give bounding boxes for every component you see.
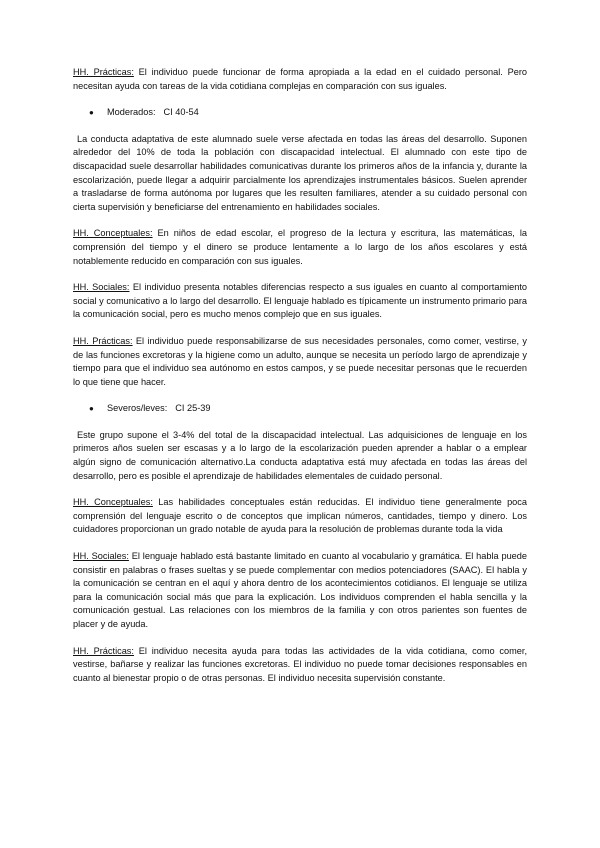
bullet-severos (73, 402, 527, 416)
heading-sociales: HH. Sociales: (73, 551, 129, 562)
heading-practicas: HH. Prácticas: (73, 645, 134, 656)
paragraph-text: El individuo necesita ayuda para todas las actividades de la vida cotidiana, como comer, vestirse, bañarse y realizar las funciones excretoras. El individuo no puede tomar decisiones responsables en cuanto al bienestar propio o de otras personas. El individuo necesita supervisión constante. (73, 645, 527, 683)
bullet-icon: ● (89, 108, 94, 118)
paragraph-sociales-1 (73, 281, 527, 322)
paragraph-text: La conducta adaptativa de este alumnado suele verse afectada en todas las áreas del desarrollo. Suponen alrededor del 10% de toda la población con discapacidad intelectual. El alumnado con este tipo de discapacidad suele desarrollar habilidades comunicativas durante los primeros años de la infancia y, durante la escolarización, puede llegar a adquirir parcialmente los aprendizajes instrumentales básicos. Suelen aprender a trasladarse de forma autónoma por lugares que les resulten familiares, atender a su cuidado personal con cierta supervisión y beneficiarse del entrenamiento en habilidades sociales. (73, 133, 527, 212)
bullet-moderados (73, 106, 527, 120)
paragraph-conceptuales-1 (73, 227, 527, 268)
heading-sociales: HH. Sociales: (73, 282, 130, 293)
heading-practicas: HH. Prácticas: (73, 335, 133, 346)
bullet-label: Severos/leves: (107, 403, 168, 414)
paragraph-sociales-2 (73, 550, 527, 632)
paragraph-severos-intro (73, 429, 527, 483)
paragraph-practicas-2 (73, 335, 527, 389)
paragraph-text: El lenguaje hablado está bastante limitado en cuanto al vocabulario y gramática. El habla puede consistir en palabras o frases sueltas y se puede complementar con medios potenciadores (SAAC). El habla y la comunicación se centran en el aquí y ahora dentro de los acontecimientos cotidianos. El lenguaje se utiliza para la comunicación social más que para la explicación. Los individuos comprenden el habla sencilla y la comunicación gestual. Las relaciones con los miembros de la familia y con otros parientes son fuentes de placer y de ayuda. (73, 551, 528, 629)
paragraph-text: El individuo puede responsabilizarse de sus necesidades personales, como comer, vestirse, y de las funciones excretoras y la higiene como un adulto, aunque se necesita un período largo de aprendizaje y tiempo para que el individuo sea autónomo en estos campos, y se puede necesitar personas que le recuerden lo que tiene que hacer. (73, 335, 527, 387)
bullet-range: CI 40-54 (163, 107, 199, 118)
paragraph-practicas-1 (73, 66, 527, 93)
bullet-range: CI 25-39 (175, 403, 211, 414)
paragraph-text: En niños de edad escolar, el progreso de la lectura y escritura, las matemáticas, la comprensión del tiempo y el dinero se produce lentamente a lo largo de los años escolares y está notablemente reducido en comparación con sus iguales. (73, 228, 527, 266)
paragraph-practicas-3 (73, 645, 527, 686)
bullet-icon: ● (89, 404, 94, 414)
bullet-label: Moderados: (107, 107, 156, 118)
heading-practicas: HH. Prácticas: (73, 67, 134, 77)
paragraph-text: Las habilidades conceptuales están reducidas. El individuo tiene generalmente poca comprensión del lenguaje escrito o de conceptos que implican números, cantidades, tiempo y dinero. Los cuidadores proporcionan un grado notable de ayuda para la resolución de problemas durante toda la vida (73, 497, 527, 535)
paragraph-conceptuales-2 (73, 496, 527, 537)
heading-conceptuales: HH. Conceptuales: (73, 228, 153, 239)
document-body (73, 66, 527, 698)
heading-conceptuales: HH. Conceptuales: (73, 497, 153, 508)
paragraph-text: El individuo presenta notables diferencias respecto a sus iguales en cuanto al comportamiento social y comunicativo a lo largo del desarrollo. El lenguaje hablado es típicamente un instrumento primario para la comunicación social, pero es mucho menos complejo que en sus iguales. (73, 282, 527, 320)
paragraph-text: El individuo puede funcionar de forma apropiada a la edad en el cuidado personal. Pero necesitan ayuda con tareas de la vida cotidiana complejas en comparación con sus iguales. (73, 67, 528, 91)
paragraph-text: Este grupo supone el 3-4% del total de la discapacidad intelectual. Las adquisiciones de lenguaje en los primeros años suelen ser escasas y a lo largo de la escolarización pueden aprender a hablar o a emplear algún signo de comunicación alternativo.La conducta adaptativa está muy afectada en todas las áreas del desarrollo, pero es posible el aprendizaje de habilidades elementales de cuidado personal. (73, 429, 527, 481)
paragraph-moderados-intro (73, 133, 527, 215)
